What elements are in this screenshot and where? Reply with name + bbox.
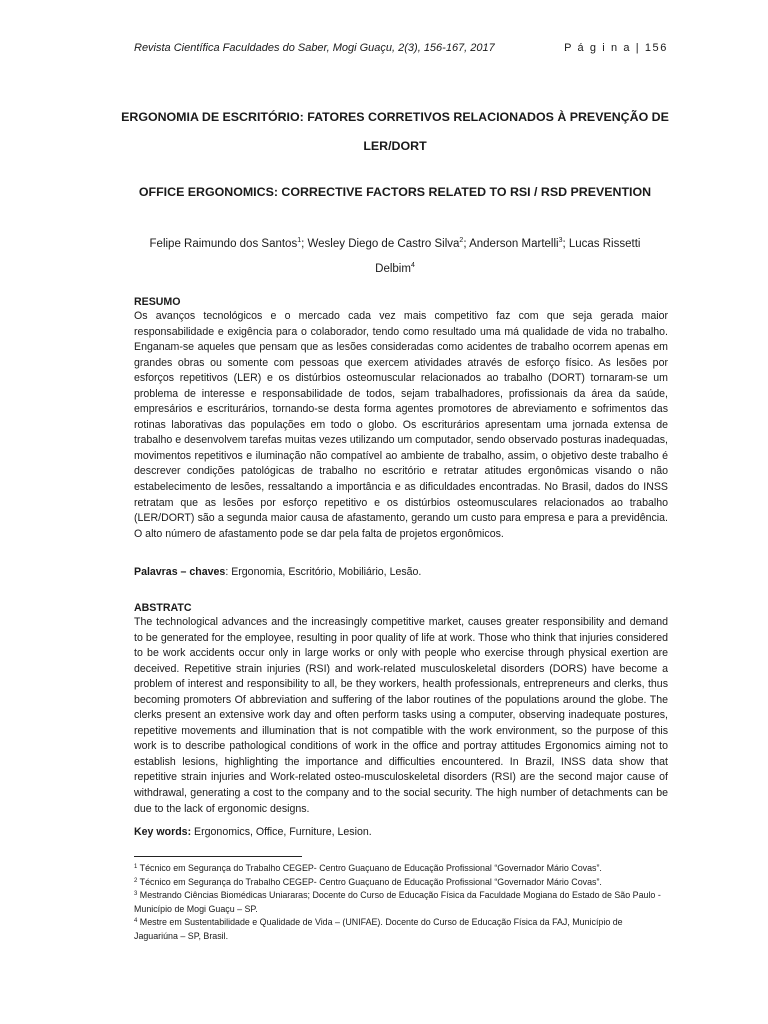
- footnote: $^1$ Técnico em Segurança do Trabalho CEGEP- Centro Guaçuano de Educação Profissional “Governador Mário Covas”.: [134, 863, 602, 873]
- author-footnote-mark: 4: [410, 262, 415, 269]
- page-number: P á g i n a | 156: [564, 42, 668, 54]
- keywords-values: : Ergonomia, Escritório, Mobiliário, Lesão.: [225, 566, 422, 578]
- title-portuguese: ERGONOMIA DE ESCRITÓRIO: FATORES CORRETIVOS RELACIONADOS À PREVENÇÃO DE LER/DORT: [121, 110, 669, 153]
- footnote: $^3$ Mestrando Ciências Biomédicas Uniararas; Docente do Curso de Educação Física da Faculdade Mogiana do Estado de São Paulo - Município de Mogi Guaçu – SP.: [134, 890, 661, 914]
- author: Felipe Raimundo dos Santos$^1$;: [149, 237, 308, 250]
- footnote-mark: 2: [134, 877, 138, 884]
- keywords-values: Ergonomics, Office, Furniture, Lesion.: [191, 826, 372, 838]
- resumo-heading: RESUMO: [134, 296, 181, 308]
- abstract-keywords: [134, 826, 668, 838]
- author-footnote-mark: 3: [558, 237, 563, 244]
- journal-citation: Revista Científica Faculdades do Saber, Mogi Guaçu, 2(3), 156-167, 2017: [134, 42, 495, 54]
- footnotes: [134, 862, 668, 944]
- author: Lucas Rissetti Delbim$^4$: [375, 238, 641, 275]
- author-list: [140, 232, 650, 282]
- footnote: $^4$ Mestre em Sustentabilidade e Qualidade de Vida – (UNIFAE). Docente do Curso de Educação Física da FAJ, Município de Jaguariúna – SP, Brasil.: [134, 917, 623, 941]
- resumo-keywords: [134, 566, 668, 578]
- resumo-text: Os avanços tecnológicos e o mercado cada vez mais competitivo faz com que seja gerada maior responsabilidade e exigência para o colaborador, tendo como resultado uma má qualidade de vida no trabalho. Enganam-se aqueles que pensam que as lesões consideradas como acidentes de trabalho ocorrem apenas em grandes obras ou somente com pessoas que exercem atividades através de esforço físico. As lesões por esforços repetitivos (LER) e os distúrbios osteomuscular relacionados ao trabalho (DORT) tornaram-se um problema de interesse e responsabilidade de todos, sejam trabalhadores, profissionais da área da saúde, empresários e escriturários, tornando-se desta forma agentes promotores de abreviamento e sofrimentos das rotinas laborativas das populações em todo o globo. Os escriturários apresentam uma jornada extensa de trabalho e desenvolvem tarefas muitas vezes utilizando um computador, sendo observado posturas inadequadas, movimentos repetitivos e iluminação não compatível ao ambiente de trabalho, assim, o objetivo deste trabalho é descrever condições patológicas de trabalho no escritório e retratar atitudes ergonômicas visando o não estabelecimento de lesões, ressaltando a importância e as dificuldades encontradas. No Brasil, dados do INSS retratam que as lesões por esforço repetitivo e os distúrbios osteomusculares relacionados ao trabalho (LER/DORT) são a segunda maior causa de afastamento, gerando um custo para empresa e para a previdência. O alto número de afastamento pode se dar pela falta de projetos ergonômicos.: [134, 310, 668, 540]
- title-english: OFFICE ERGONOMICS: CORRECTIVE FACTORS RELATED TO RSI / RSD PREVENTION: [138, 185, 652, 199]
- author: Anderson Martelli$^3$;: [469, 237, 569, 250]
- footnote-mark: 3: [134, 891, 138, 898]
- author: Wesley Diego de Castro Silva$^2$;: [307, 237, 470, 250]
- keywords-label: Key words:: [134, 826, 192, 838]
- footnote: $^2$ Técnico em Segurança do Trabalho CEGEP- Centro Guaçuano de Educação Profissional “Governador Mário Covas”.: [134, 876, 602, 887]
- footnote-mark: 1: [134, 864, 138, 870]
- abstract-heading: ABSTRATC: [134, 602, 192, 614]
- author-footnote-mark: 1: [297, 237, 302, 244]
- author-footnote-mark: 2: [459, 237, 464, 244]
- footnote-divider: [134, 856, 302, 857]
- footnote-mark: 4: [134, 918, 138, 925]
- abstract-text: The technological advances and the increasingly competitive market, causes greater responsibility and demand to be generated for the employee, resulting in poor quality of life at work. Those who think that injuries considered to be work accidents occur only in large works or only with people who exercise through physical exertion are deceived. Repetitive strain injuries (RSI) and work-related musculoskeletal disorders (DORS) have become a problem of interest and responsibility to all, be they workers, health professionals, entrepreneurs and clerks, thus becoming promoters Of abbreviation and suffering of the labor routines of the populations around the globe. The clerks present an extensive work day and often perform tasks using a computer, observing inadequate postures, repetitive movements and illumination that is not compatible with the work environment, so the purpose of this work is to describe pathological conditions of work in the office and portray attitudes Ergonomics aiming not to establish lesions, highlighting the importance and difficulties encountered. In Brazil, INSS data show that repetitive strain injuries and Work-related osteo-musculoskeletal disorders (RSI) are the second major cause of withdrawal, generating a cost to the company and to the social security. The high number of detachments can be due to the lack of ergonomic designs.: [134, 616, 668, 815]
- keywords-label: Palavras – chaves: [134, 566, 226, 578]
